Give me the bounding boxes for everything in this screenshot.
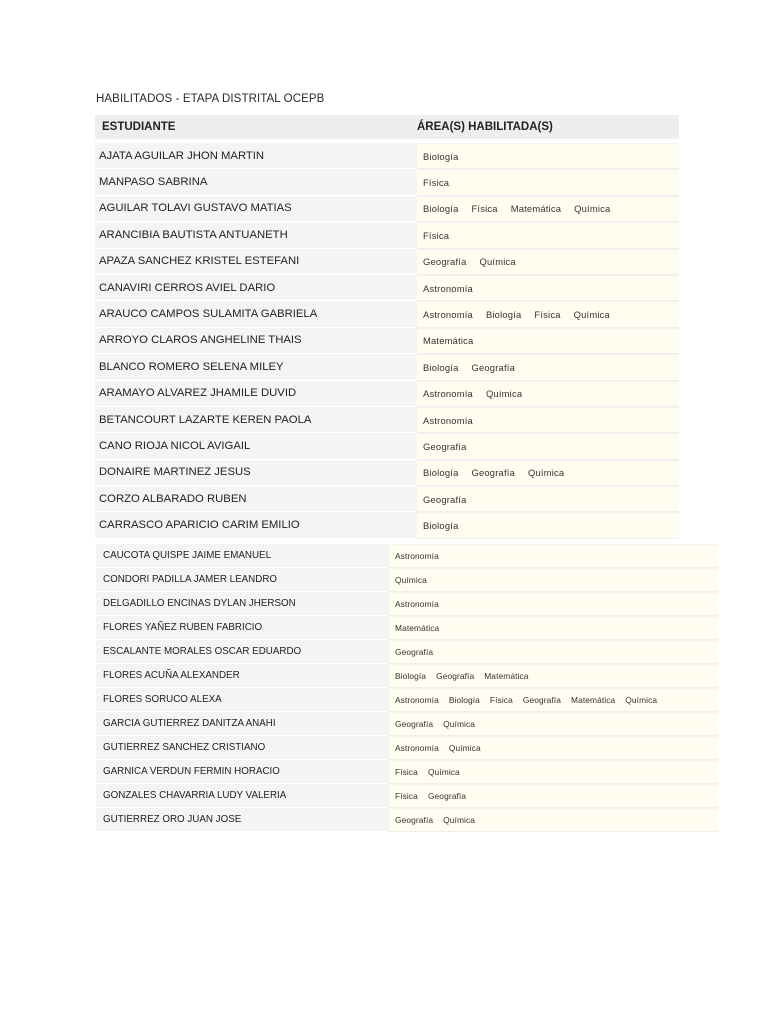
areas-cell	[417, 433, 679, 459]
student-name-cell: CANAVIRI CERROS AVIEL DARIO	[95, 275, 417, 301]
area-tag: Biología	[423, 203, 459, 215]
areas-cell	[389, 640, 718, 664]
table-row	[95, 354, 679, 380]
student-name-cell: GARCIA GUTIERREZ DANITZA ANAHI	[96, 712, 389, 736]
area-tag: Química	[485, 388, 523, 400]
areas-cell	[417, 512, 679, 538]
table-row	[96, 736, 718, 760]
table-row	[95, 433, 679, 459]
area-tag: Astronomía	[423, 309, 473, 321]
areas-cell	[417, 143, 679, 169]
areas-cell	[389, 808, 718, 832]
table-row	[95, 486, 679, 512]
table-row	[95, 407, 679, 433]
area-tag: Astronomía	[395, 599, 439, 609]
table-row	[96, 664, 718, 688]
area-tag: Química	[395, 575, 427, 585]
area-tag: Geografía	[423, 440, 467, 452]
student-name-cell: GUTIERREZ SANCHEZ CRISTIANO	[96, 736, 389, 760]
area-tag: Geografía	[436, 671, 475, 681]
area-tag: Química	[443, 815, 476, 825]
area-tag: Química	[448, 743, 481, 753]
area-tag: Geografía	[423, 493, 467, 505]
area-tag: Matemática	[423, 335, 474, 347]
areas-cell	[417, 249, 679, 275]
area-tag: Física	[423, 177, 450, 189]
area-tag: Geografía	[395, 719, 434, 729]
header-areas: ÁREA(S) HABILITADA(S)	[417, 121, 553, 133]
student-name-cell: CONDORI PADILLA JAMER LEANDRO	[96, 568, 389, 592]
header-student: ESTUDIANTE	[102, 121, 176, 133]
table-row	[95, 460, 679, 486]
student-name-cell: BLANCO ROMERO SELENA MILEY	[95, 354, 417, 380]
table-row	[95, 249, 679, 275]
area-tag: Biología	[423, 520, 459, 532]
student-name-cell: FLORES SORUCO ALEXA	[96, 688, 389, 712]
area-tag: Geografía	[395, 815, 434, 825]
area-tag: Matemática	[484, 671, 529, 681]
table-row	[95, 143, 679, 169]
table-row	[96, 712, 718, 736]
table-row	[96, 688, 718, 712]
table-row	[96, 568, 718, 592]
areas-cell	[389, 736, 718, 760]
area-tag: Matemática	[510, 203, 562, 215]
students-table-block-2	[96, 544, 718, 832]
area-tag: Química	[527, 467, 565, 479]
table-row	[95, 196, 679, 222]
area-tag: Física	[395, 767, 418, 777]
area-tag: Física	[471, 203, 498, 215]
area-tag: Astronomía	[423, 388, 473, 400]
area-tag: Química	[479, 256, 516, 268]
areas-cell	[417, 354, 679, 380]
area-tag: Física	[423, 229, 450, 241]
area-tag: Física	[534, 309, 561, 321]
areas-cell	[389, 568, 718, 592]
area-tag: Matemática	[571, 695, 616, 705]
student-name-cell: BETANCOURT LAZARTE KEREN PAOLA	[95, 407, 417, 433]
table-row	[95, 381, 679, 407]
document-title: HABILITADOS - ETAPA DISTRITAL OCEPB	[96, 93, 325, 105]
areas-cell	[389, 664, 718, 688]
areas-cell	[417, 407, 679, 433]
area-tag: Geografía	[471, 361, 515, 373]
areas-cell	[389, 544, 718, 568]
table-body	[95, 143, 679, 539]
area-tag: Geografía	[423, 256, 467, 268]
student-name-cell: GARNICA VERDUN FERMIN HORACIO	[96, 760, 389, 784]
area-tag: Biología	[395, 671, 427, 681]
table-row	[96, 808, 718, 832]
table-row	[96, 640, 718, 664]
areas-cell	[389, 712, 718, 736]
student-name-cell: CORZO ALBARADO RUBEN	[95, 486, 417, 512]
student-name-cell: MANPASO SABRINA	[95, 169, 417, 195]
area-tag: Química	[573, 309, 610, 321]
areas-cell	[389, 688, 718, 712]
table-row	[95, 328, 679, 354]
student-name-cell: APAZA SANCHEZ KRISTEL ESTEFANI	[95, 249, 417, 275]
area-tag: Química	[574, 203, 611, 215]
areas-cell	[389, 760, 718, 784]
areas-cell	[389, 784, 718, 808]
area-tag: Biología	[423, 361, 459, 373]
area-tag: Biología	[485, 309, 522, 321]
student-name-cell: ARAUCO CAMPOS SULAMITA GABRIELA	[95, 301, 417, 327]
students-table-block-1	[95, 115, 679, 539]
table-body	[96, 544, 718, 832]
areas-cell	[389, 616, 718, 640]
areas-cell	[417, 486, 679, 512]
student-name-cell: FLORES YAÑEZ RUBEN FABRICIO	[96, 616, 389, 640]
student-name-cell: GUTIERREZ ORO JUAN JOSE	[96, 808, 389, 832]
student-name-cell: CAUCOTA QUISPE JAIME EMANUEL	[96, 544, 389, 568]
area-tag: Física	[489, 695, 513, 705]
table-row	[96, 544, 718, 568]
area-tag: Física	[395, 791, 418, 801]
table-row	[95, 301, 679, 327]
student-name-cell: ARANCIBIA BAUTISTA ANTUANETH	[95, 222, 417, 248]
student-name-cell: ARAMAYO ALVAREZ JHAMILE DUVID	[95, 381, 417, 407]
table-row	[96, 616, 718, 640]
areas-cell	[417, 460, 679, 486]
area-tag: Astronomía	[395, 743, 439, 753]
student-name-cell: ARROYO CLAROS ANGHELINE THAIS	[95, 328, 417, 354]
area-tag: Geografía	[471, 467, 515, 479]
student-name-cell: CANO RIOJA NICOL AVIGAIL	[95, 433, 417, 459]
table-header	[95, 115, 679, 139]
areas-cell	[417, 381, 679, 407]
areas-cell	[417, 169, 679, 195]
areas-cell	[417, 328, 679, 354]
student-name-cell: GONZALES CHAVARRIA LUDY VALERIA	[96, 784, 389, 808]
student-name-cell: DONAIRE MARTINEZ JESUS	[95, 460, 417, 486]
table-row	[96, 784, 718, 808]
table-row	[96, 760, 718, 784]
area-tag: Matemática	[395, 623, 440, 633]
area-tag: Biología	[423, 150, 459, 162]
student-name-cell: AJATA AGUILAR JHON MARTIN	[95, 143, 417, 169]
table-row	[95, 512, 679, 538]
student-name-cell: CARRASCO APARICIO CARIM EMILIO	[95, 512, 417, 538]
student-name-cell: AGUILAR TOLAVI GUSTAVO MATIAS	[95, 196, 417, 222]
student-name-cell: ESCALANTE MORALES OSCAR EDUARDO	[96, 640, 389, 664]
area-tag: Astronomía	[423, 282, 473, 294]
areas-cell	[417, 301, 679, 327]
area-tag: Astronomía	[395, 695, 439, 705]
table-row	[95, 222, 679, 248]
area-tag: Geografía	[427, 791, 467, 801]
area-tag: Geografía	[522, 695, 561, 705]
area-tag: Biología	[448, 695, 480, 705]
table-row	[95, 169, 679, 195]
areas-cell	[417, 275, 679, 301]
areas-cell	[417, 222, 679, 248]
area-tag: Química	[427, 767, 460, 777]
area-tag: Geografía	[395, 647, 434, 657]
area-tag: Astronomía	[395, 551, 439, 561]
area-tag: Biología	[423, 467, 459, 479]
student-name-cell: DELGADILLO ENCINAS DYLAN JHERSON	[96, 592, 389, 616]
area-tag: Química	[625, 695, 658, 705]
table-row	[95, 275, 679, 301]
areas-cell	[389, 592, 718, 616]
areas-cell	[417, 196, 679, 222]
area-tag: Astronomía	[423, 414, 473, 426]
area-tag: Química	[443, 719, 476, 729]
student-name-cell: FLORES ACUÑA ALEXANDER	[96, 664, 389, 688]
table-row	[96, 592, 718, 616]
